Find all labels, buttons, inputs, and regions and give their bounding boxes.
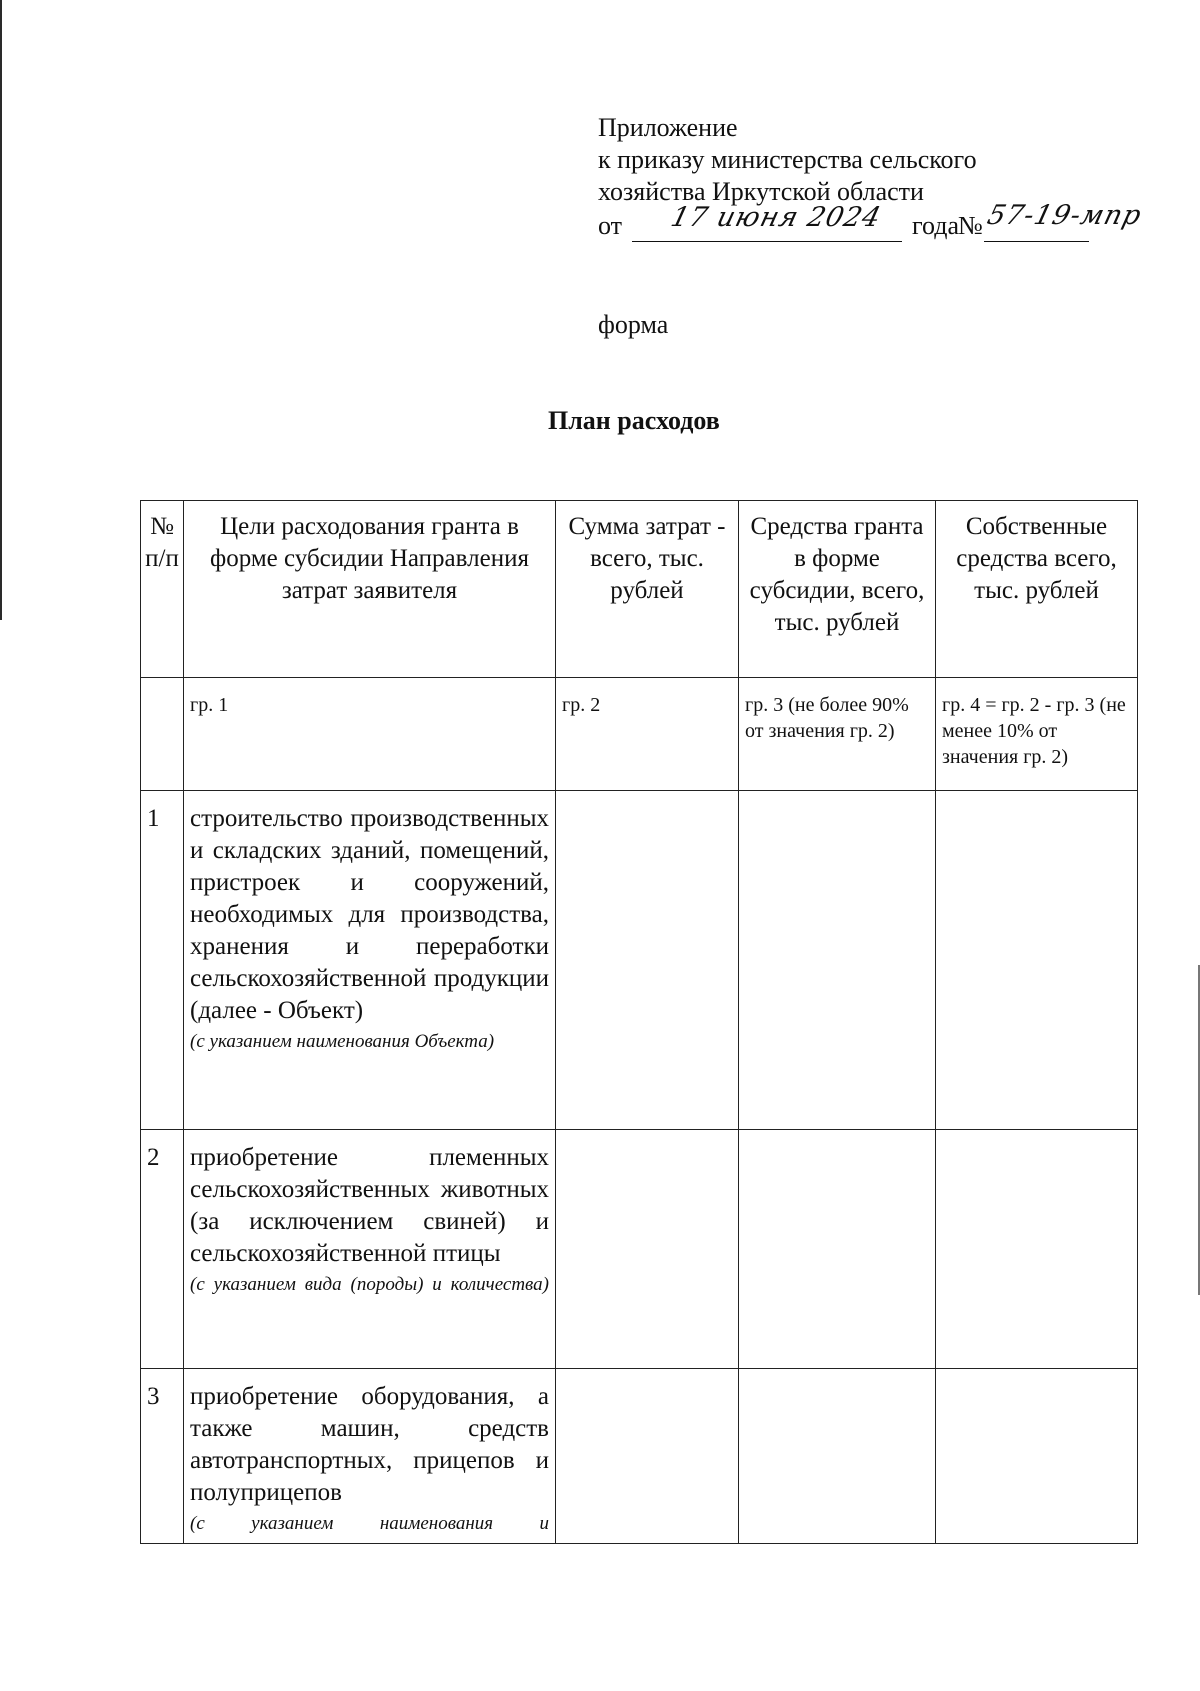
- header-total-cost: Сумма затрат - всего, тыс. рублей: [556, 501, 739, 678]
- row-text: приобретение оборудования, а также машин, средств автотранспортных, прицепов и полуприцепов: [190, 1383, 549, 1506]
- row-description: [184, 791, 556, 1130]
- group-3: гр. 3 (не более 90% от значения гр. 2): [739, 678, 936, 791]
- row-note: (с указанием вида (породы) и количества): [190, 1274, 549, 1295]
- appendix-ministry: хозяйства Иркутской области: [598, 177, 924, 206]
- from-label: от: [598, 211, 623, 240]
- row-own-funds: [936, 1130, 1138, 1369]
- row-own-funds: [936, 791, 1138, 1130]
- row-note: (с указанием наименования Объекта): [190, 1031, 495, 1052]
- row-number: 1: [141, 791, 184, 1130]
- row-note: (с указанием наименования и: [190, 1513, 549, 1534]
- header-goals: Цели расходования гранта в форме субсидии Направления затрат заявителя: [184, 501, 556, 678]
- group-4: гр. 4 = гр. 2 - гр. 3 (не менее 10% от значения гр. 2): [936, 678, 1138, 791]
- year-label: года: [912, 211, 960, 240]
- order-date-number-line: [598, 200, 1158, 244]
- table-row: [141, 1369, 1138, 1544]
- group-number: [141, 678, 184, 791]
- date-underline: [632, 241, 902, 242]
- table-row: [141, 1130, 1138, 1369]
- header-grant-funds: Средства гранта в форме субсидии, всего, тыс. рублей: [739, 501, 936, 678]
- table-row: [141, 791, 1138, 1130]
- row-total-cost: [556, 791, 739, 1130]
- row-grant-funds: [739, 1130, 936, 1369]
- scan-edge-left: [0, 0, 2, 620]
- table-group-row: [141, 678, 1138, 791]
- group-1: гр. 1: [184, 678, 556, 791]
- handwritten-date: 17 июня 2024: [667, 202, 885, 233]
- group-2: гр. 2: [556, 678, 739, 791]
- header-number: № п/п: [141, 501, 184, 678]
- page-title: План расходов: [548, 406, 720, 435]
- row-number: 3: [141, 1369, 184, 1544]
- row-own-funds: [936, 1369, 1138, 1544]
- row-total-cost: [556, 1130, 739, 1369]
- table-header-row: [141, 501, 1138, 678]
- form-label: форма: [598, 310, 669, 339]
- row-number: 2: [141, 1130, 184, 1369]
- appendix-title: Приложение: [598, 113, 738, 142]
- row-text: строительство производственных и складских зданий, помещений, пристроек и сооружений, необходимых для производства, хранения и переработки сельскохозяйственной продукции (далее - Объект): [190, 805, 549, 1024]
- row-description: [184, 1130, 556, 1369]
- row-description: [184, 1369, 556, 1544]
- row-total-cost: [556, 1369, 739, 1544]
- appendix-block: [598, 112, 1158, 244]
- row-text: приобретение племенных сельскохозяйственных животных (за исключением свиней) и сельскохозяйственной птицы: [190, 1144, 549, 1267]
- row-grant-funds: [739, 1369, 936, 1544]
- handwritten-number: 57-19-мпр: [984, 200, 1146, 231]
- header-own-funds: Собственные средства всего, тыс. рублей: [936, 501, 1138, 678]
- row-grant-funds: [739, 791, 936, 1130]
- number-label: №: [958, 211, 983, 240]
- appendix-order-ref: к приказу министерства сельского: [598, 145, 977, 174]
- expense-plan-table: [140, 500, 1138, 1544]
- number-underline: [984, 241, 1089, 242]
